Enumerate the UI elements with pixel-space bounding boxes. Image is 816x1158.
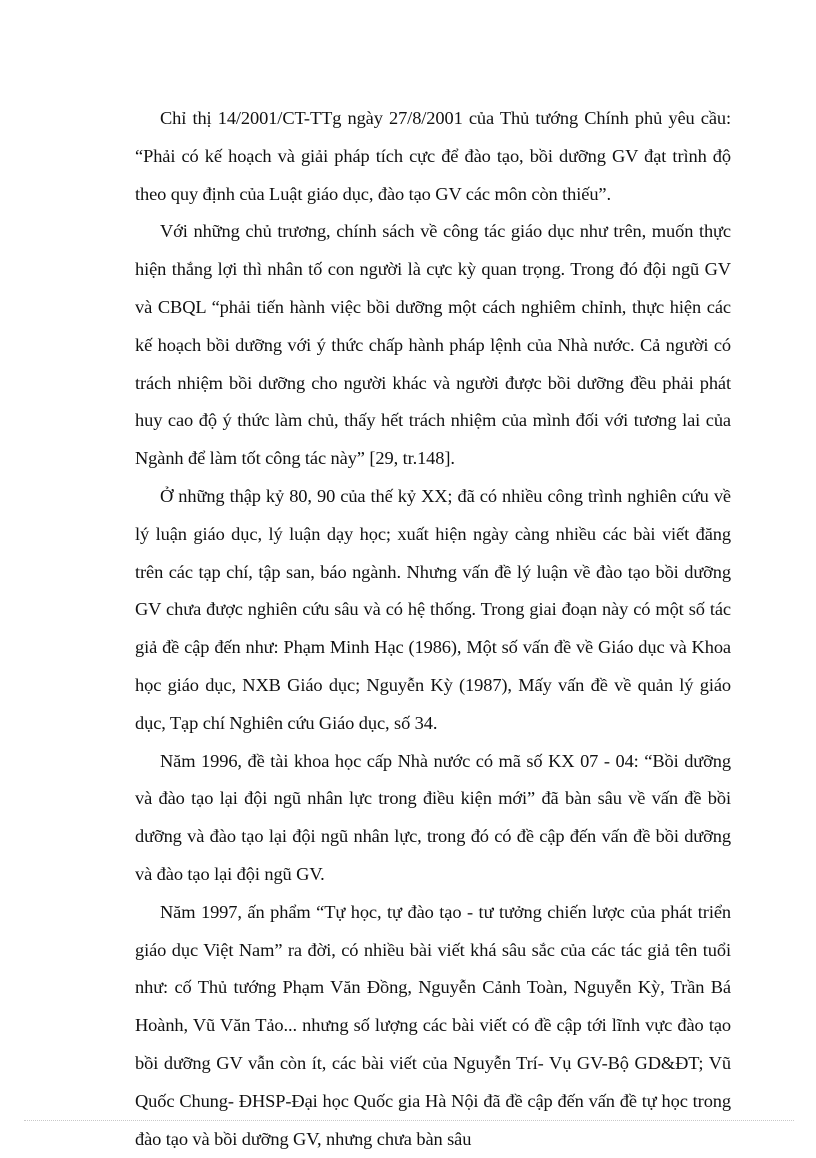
document-body <box>135 100 731 1158</box>
paragraph-policy: Với những chủ trương, chính sách về công tác giáo dục như trên, muốn thực hiện thắng lợi thì nhân tố con người là cực kỳ quan trọng. Trong đó đội ngũ GV và CBQL “phải tiến hành việc bồi dưỡng một cách nghiêm chỉnh, thực hiện các kế hoạch bồi dưỡng với ý thức chấp hành pháp lệnh của Nhà nước. Cả người có trách nhiệm bồi dưỡng cho người khác và người được bồi dưỡng đều phải phát huy cao độ ý thức làm chủ, thấy hết trách nhiệm của mình đối với tương lai của Ngành để làm tốt công tác này” [29, tr.148]. <box>135 221 731 469</box>
paragraph-1997: Năm 1997, ấn phẩm “Tự học, tự đào tạo - tư tưởng chiến lược của phát triển giáo dục Việt Nam” ra đời, có nhiều bài viết khá sâu sắc của các tác giả tên tuổi như: cố Thủ tướng Phạm Văn Đồng, Nguyễn Cảnh Toàn, Nguyễn Kỳ, Trần Bá Hoành, Vũ Văn Tảo... nhưng số lượng các bài viết có đề cập tới lĩnh vực đào tạo bồi dưỡng GV vẫn còn ít, các bài viết của Nguyễn Trí- Vụ GV-Bộ GD&ĐT; Vũ Quốc Chung- ĐHSP-Đại học Quốc gia Hà Nội đã đề cập đến vấn đề tự học trong đào tạo và bồi dưỡng GV, nhưng chưa bàn sâu <box>135 901 731 1149</box>
paragraph-directive: Chỉ thị 14/2001/CT-TTg ngày 27/8/2001 của Thủ tướng Chính phủ yêu cầu: “Phải có kế hoạch và giải pháp tích cực để đào tạo, bồi dưỡng GV đạt trình độ theo quy định của Luật giáo dục, đào tạo GV các môn còn thiếu”. <box>135 108 731 204</box>
paragraph-decades: Ở những thập kỷ 80, 90 của thế kỷ XX; đã có nhiều công trình nghiên cứu về lý luận giáo dục, lý luận dạy học; xuất hiện ngày càng nhiều các bài viết đăng trên các tạp chí, tập san, báo ngành. Nhưng vấn đề lý luận về đào tạo bồi dưỡng GV chưa được nghiên cứu sâu và có hệ thống. Trong giai đoạn này có một số tác giả đề cập đến như: Phạm Minh Hạc (1986), Một số vấn đề về Giáo dục và Khoa học giáo dục, NXB Giáo dục; Nguyễn Kỳ (1987), Mấy vấn đề về quản lý giáo dục, Tạp chí Nghiên cứu Giáo dục, số 34. <box>135 485 731 733</box>
page-bottom-divider <box>24 1120 794 1121</box>
paragraph-1996: Năm 1996, đề tài khoa học cấp Nhà nước có mã số KX 07 - 04: “Bồi dưỡng và đào tạo lại đội ngũ nhân lực trong điều kiện mới” đã bàn sâu về vấn đề bồi dưỡng và đào tạo lại đội ngũ nhân lực, trong đó có đề cập đến vấn đề bồi dưỡng và đào tạo lại đội ngũ GV. <box>135 750 731 884</box>
